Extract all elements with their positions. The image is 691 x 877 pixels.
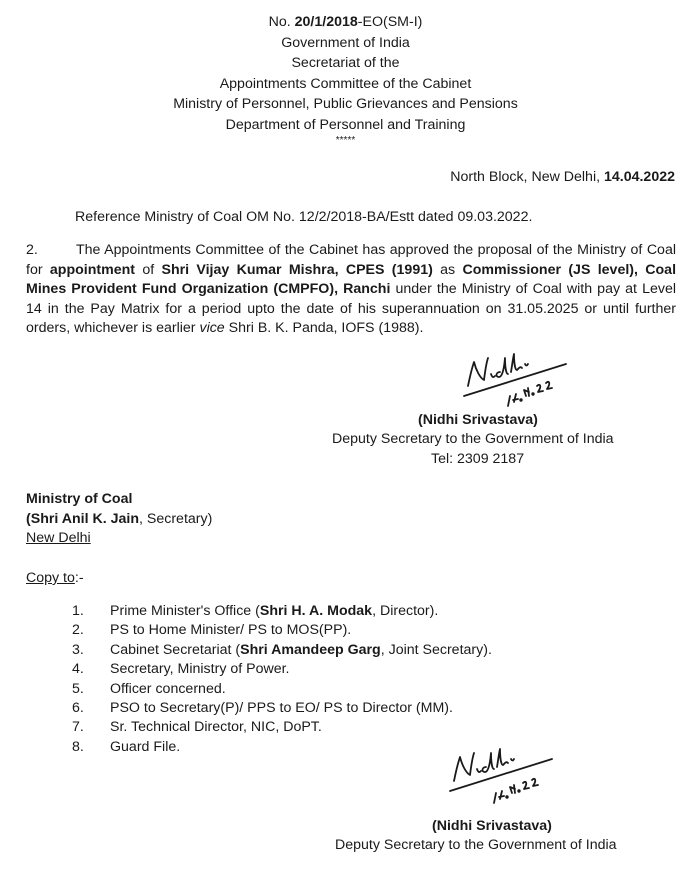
signatory-name-1: (Nidhi Srivastava) <box>418 412 538 428</box>
signatory-telephone: Tel: 2309 2187 <box>431 451 525 467</box>
signatory-designation-2: Deputy Secretary to the Government of India <box>335 837 617 853</box>
addressee-city: New Delhi <box>26 530 91 546</box>
handwritten-signature-icon <box>462 350 572 412</box>
place-date: North Block, New Delhi, 14.04.2022 <box>450 169 675 185</box>
signatory-name-2: (Nidhi Srivastava) <box>432 818 552 834</box>
header-committee: Appointments Committee of the Cabinet <box>219 75 472 92</box>
addressee-ministry: Ministry of Coal <box>26 491 133 507</box>
list-item: 5. Officer concerned. <box>72 680 226 697</box>
copy-to-list <box>72 602 492 757</box>
list-item: 3. Cabinet Secretariat (Shri Amandeep Garg, Joint Secretary). <box>72 641 492 658</box>
list-item: 4. Secretary, Ministry of Power. <box>72 661 290 678</box>
document-header <box>0 12 691 147</box>
header-ministry: Ministry of Personnel, Public Grievances and Pensions <box>173 96 518 112</box>
list-item: 8. Guard File. <box>72 738 181 755</box>
list-item: 6. PSO to Secretary(P)/ PPS to EO/ PS to Director (MM). <box>72 699 453 716</box>
body-paragraph: 2. The Appointments Committee of the Cabinet has approved the proposal of the Ministry of Coal for appointment of Shri Vijay Kumar Mishra, CPES (1991) as Commissioner (JS level), Coal Mines Provident Fund Organization (CMPFO), Ranchi under the Ministry of Coal with pay at Level 14 in the Pay Matrix for a period upto the date of his superannuation on 31.05.2025 or until further orders, whichever is earlier vice Shri B. K. Panda, IOFS (1988). <box>26 242 677 337</box>
list-item: 7. Sr. Technical Director, NIC, DoPT. <box>72 719 322 736</box>
paragraph-number: 2. <box>26 242 38 258</box>
file-number: No. 20/1/2018-EO(SM-I) <box>268 14 423 30</box>
list-item: 2. PS to Home Minister/ PS to MOS(PP). <box>72 622 352 639</box>
header-department: Department of Personnel and Training <box>225 116 466 133</box>
reference-line: Reference Ministry of Coal OM No. 12/2/2018-BA/Estt dated 09.03.2022. <box>75 209 533 225</box>
header-secretariat: Secretariat of the <box>291 55 400 71</box>
header-separator: ***** <box>335 135 356 146</box>
signatory-designation-1: Deputy Secretary to the Government of India <box>332 431 614 447</box>
header-government: Government of India <box>281 34 410 51</box>
copy-to-heading: Copy to:- <box>26 570 84 586</box>
addressee-person: (Shri Anil K. Jain, Secretary) <box>26 511 213 527</box>
list-item: 1. Prime Minister's Office (Shri H. A. Modak, Director). <box>72 603 439 619</box>
handwritten-signature-icon <box>448 745 558 807</box>
